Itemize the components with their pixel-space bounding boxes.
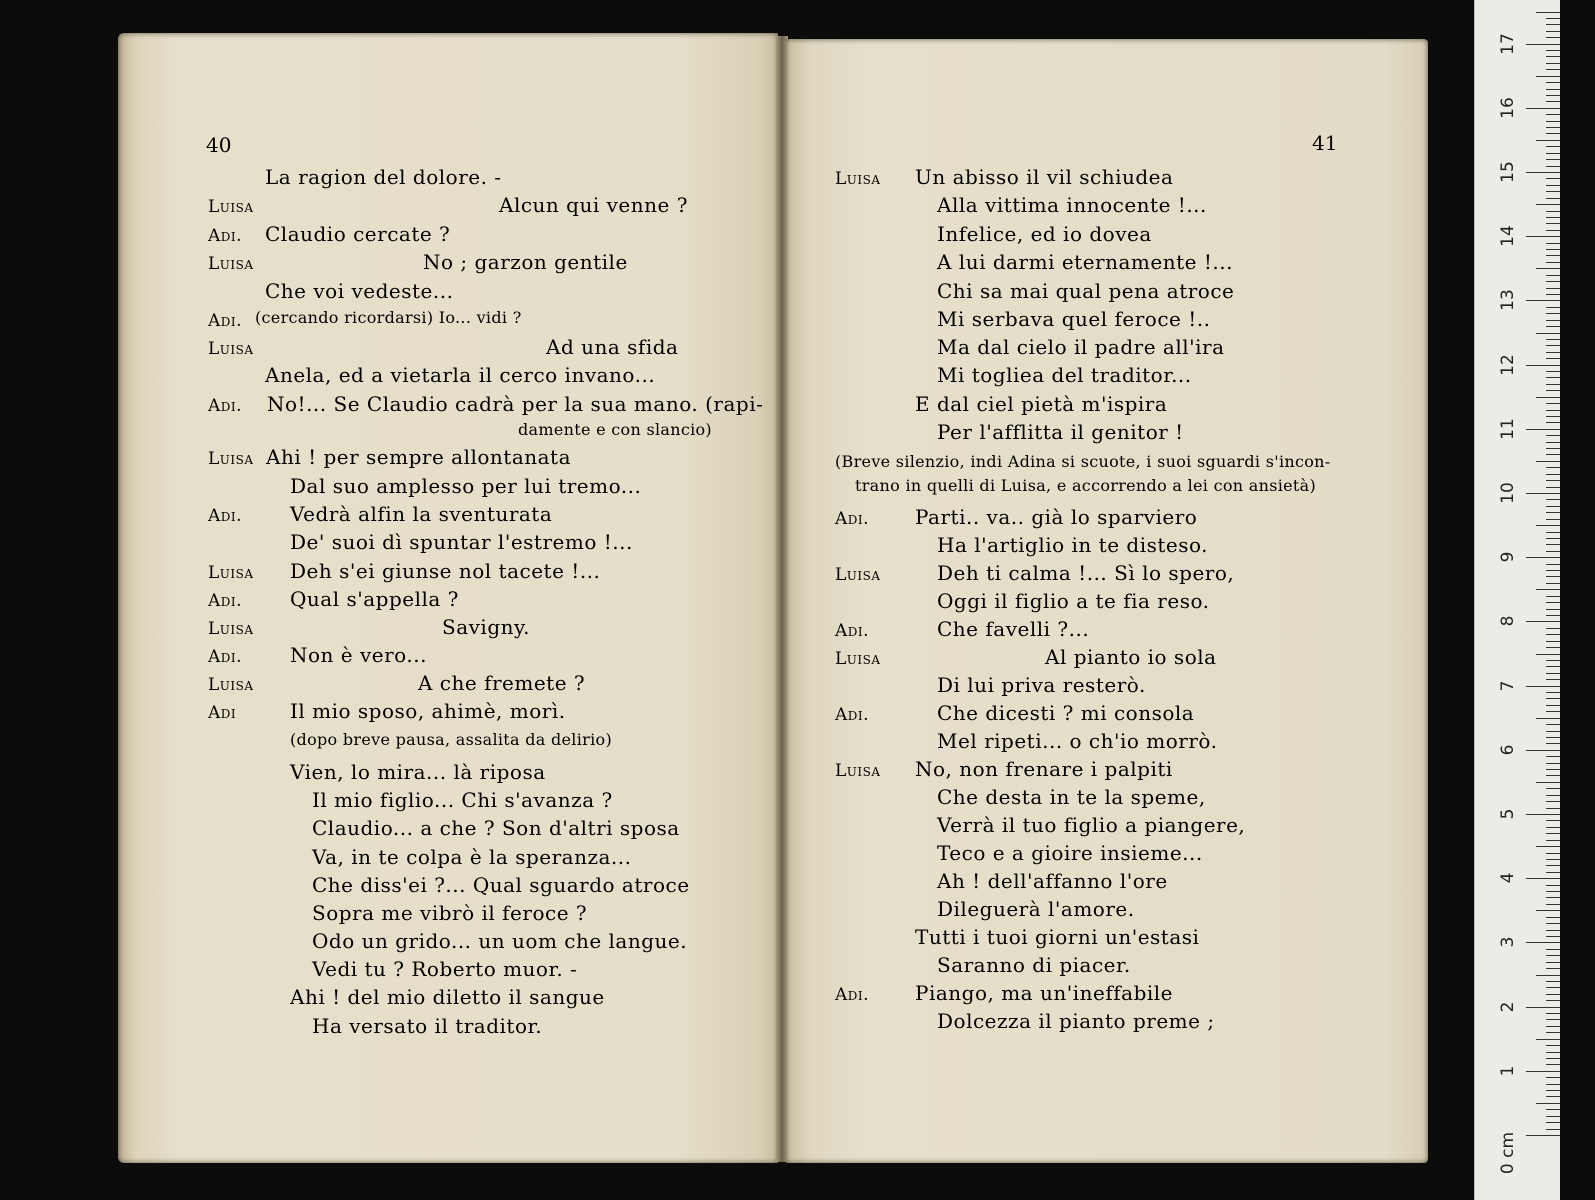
ruler-tick — [1546, 153, 1560, 154]
verse-line: Parti.. va.. già lo sparviero — [915, 505, 1198, 529]
ruler-tick — [1546, 121, 1560, 122]
ruler-tick — [1546, 1064, 1560, 1065]
verse-line: No, non frenare i palpiti — [915, 757, 1173, 781]
ruler-tick — [1546, 1026, 1560, 1027]
ruler-tick — [1546, 255, 1560, 256]
verse-line: E dal ciel pietà m'ispira — [915, 392, 1168, 416]
ruler-tick — [1546, 217, 1560, 218]
verse-line: Per l'afflitta il genitor ! — [937, 420, 1184, 444]
verse-line: Deh s'ei giunse nol tacete !... — [290, 559, 601, 583]
ruler-tick — [1546, 532, 1560, 533]
ruler-unit-label: 0 cm — [1498, 1131, 1518, 1175]
speaker-label: Luisa — [208, 339, 254, 359]
ruler-tick — [1546, 808, 1560, 809]
speaker-label: Adi. — [208, 396, 243, 416]
ruler-tick — [1546, 853, 1560, 854]
ruler-tick — [1546, 146, 1560, 147]
ruler-tick — [1536, 140, 1560, 141]
speaker-label: Luisa — [208, 563, 254, 583]
ruler-tick — [1546, 840, 1560, 841]
ruler-tick — [1546, 50, 1560, 51]
ruler-tick — [1546, 358, 1560, 359]
ruler-tick — [1546, 1045, 1560, 1046]
verse-line: Di lui priva resterò. — [937, 673, 1146, 697]
verse-line: No!... Se Claudio cadrà per la sua mano. (rapi- — [267, 392, 764, 416]
ruler-tick — [1536, 1103, 1560, 1104]
verse-line: Un abisso il vil schiudea — [915, 165, 1174, 189]
verse-line: Che favelli ?... — [937, 617, 1090, 641]
ruler-tick — [1546, 1013, 1560, 1014]
ruler-tick — [1546, 564, 1560, 565]
ruler-tick — [1546, 904, 1560, 905]
ruler-tick — [1536, 782, 1560, 783]
ruler-tick — [1536, 654, 1560, 655]
verse-line: Dileguerà l'amore. — [937, 897, 1135, 921]
ruler-tick — [1546, 596, 1560, 597]
ruler-tick — [1546, 666, 1560, 667]
ruler-tick — [1526, 300, 1560, 301]
ruler-tick — [1536, 1039, 1560, 1040]
speaker-label: Adi. — [208, 591, 243, 611]
ruler-tick — [1546, 313, 1560, 314]
ruler-tick — [1546, 647, 1560, 648]
ruler-tick — [1546, 133, 1560, 134]
ruler-tick — [1526, 557, 1560, 558]
ruler-tick — [1546, 551, 1560, 552]
verse-line: Mi serbava quel feroce !.. — [937, 307, 1211, 331]
ruler-tick — [1546, 339, 1560, 340]
ruler-tick — [1546, 994, 1560, 995]
ruler-tick — [1546, 930, 1560, 931]
verse-line: Va, in te colpa è la speranza... — [312, 845, 632, 869]
speaker-label: Adi. — [208, 506, 243, 526]
ruler-tick — [1546, 833, 1560, 834]
ruler-tick — [1546, 865, 1560, 866]
verse-line: La ragion del dolore. - — [265, 165, 502, 189]
speaker-label: Luisa — [835, 649, 881, 669]
ruler-tick — [1546, 1096, 1560, 1097]
page-number-right: 41 — [1312, 131, 1338, 155]
speaker-label: Luisa — [835, 565, 881, 585]
ruler-tick — [1546, 955, 1560, 956]
ruler-tick — [1546, 326, 1560, 327]
verse-line: Ma dal cielo il padre all'ira — [937, 335, 1225, 359]
ruler-tick — [1546, 390, 1560, 391]
ruler-tick — [1526, 44, 1560, 45]
ruler-tick — [1546, 82, 1560, 83]
stage-direction: damente e con slancio) — [518, 420, 712, 439]
ruler-tick — [1546, 474, 1560, 475]
speaker-label: Luisa — [208, 619, 254, 639]
ruler-tick — [1546, 320, 1560, 321]
ruler-tick — [1546, 949, 1560, 950]
ruler-tick — [1546, 499, 1560, 500]
measuring-ruler — [1474, 0, 1560, 1200]
ruler-tick — [1546, 801, 1560, 802]
speaker-label: Luisa — [208, 449, 254, 469]
ruler-tick — [1526, 365, 1560, 366]
ruler-tick — [1536, 975, 1560, 976]
verse-line: Che diss'ei ?... Qual sguardo atroce — [312, 873, 690, 897]
ruler-tick — [1546, 512, 1560, 513]
ruler-tick — [1546, 859, 1560, 860]
ruler-number: 14 — [1498, 225, 1518, 248]
verse-line: Dolcezza il pianto preme ; — [937, 1009, 1215, 1033]
verse-line: Infelice, ed io dovea — [937, 222, 1152, 246]
ruler-tick — [1546, 872, 1560, 873]
ruler-tick — [1536, 268, 1560, 269]
ruler-tick — [1546, 1109, 1560, 1110]
ruler-tick — [1546, 987, 1560, 988]
ruler-number: 13 — [1498, 289, 1518, 312]
ruler-tick — [1546, 1058, 1560, 1059]
stage-direction: (Breve silenzio, indi Adina si scuote, i suoi sguardi s'incon- — [835, 452, 1331, 471]
ruler-tick — [1536, 333, 1560, 334]
ruler-tick — [1546, 737, 1560, 738]
ruler-number: 5 — [1498, 808, 1518, 820]
ruler-tick — [1536, 525, 1560, 526]
ruler-tick — [1546, 602, 1560, 603]
verse-line: Ah ! dell'affanno l'ore — [937, 869, 1168, 893]
ruler-tick — [1546, 519, 1560, 520]
ruler-tick — [1546, 442, 1560, 443]
ruler-tick — [1546, 897, 1560, 898]
ruler-tick — [1546, 583, 1560, 584]
ruler-tick — [1546, 191, 1560, 192]
verse-line: Piango, ma un'ineffabile — [915, 981, 1173, 1005]
verse-line: Deh ti calma !... Sì lo spero, — [937, 561, 1235, 585]
ruler-tick — [1546, 538, 1560, 539]
ruler-tick — [1546, 641, 1560, 642]
ruler-tick — [1546, 185, 1560, 186]
ruler-tick — [1546, 673, 1560, 674]
verse-line: Sopra me vibrò il feroce ? — [312, 901, 588, 925]
stage-direction: (cercando ricordarsi) Io... vidi ? — [255, 308, 522, 327]
ruler-tick — [1536, 910, 1560, 911]
verse-line: Oggi il figlio a te fia reso. — [937, 589, 1210, 613]
ruler-tick — [1526, 942, 1560, 943]
verse-line: Qual s'appella ? — [290, 587, 459, 611]
ruler-tick — [1536, 76, 1560, 77]
speaker-label: Adi. — [835, 705, 870, 725]
speaker-label: Adi — [208, 703, 237, 723]
ruler-tick — [1546, 166, 1560, 167]
stage-direction: (dopo breve pausa, assalita da delirio) — [290, 730, 612, 749]
speaker-label: Luisa — [208, 254, 254, 274]
verse-line: Tutti i tuoi giorni un'estasi — [915, 925, 1200, 949]
speaker-label: Adi. — [835, 985, 870, 1005]
verse-line: De' suoi dì spuntar l'estremo !... — [290, 530, 633, 554]
ruler-tick — [1546, 885, 1560, 886]
ruler-tick — [1546, 769, 1560, 770]
ruler-tick — [1546, 615, 1560, 616]
ruler-tick — [1546, 609, 1560, 610]
ruler-tick — [1536, 846, 1560, 847]
ruler-tick — [1526, 1071, 1560, 1072]
ruler-tick — [1526, 1007, 1560, 1008]
ruler-tick — [1526, 172, 1560, 173]
verse-line: Che voi vedeste... — [265, 279, 454, 303]
ruler-tick — [1546, 1116, 1560, 1117]
verse-line: Anela, ed a vietarla il cerco invano... — [265, 363, 656, 387]
verse-line: Ahi ! per sempre allontanata — [266, 445, 572, 469]
ruler-tick — [1526, 814, 1560, 815]
ruler-tick — [1546, 570, 1560, 571]
ruler-number: 11 — [1498, 417, 1518, 440]
speaker-label: Adi. — [208, 311, 243, 331]
verse-line: Saranno di piacer. — [937, 953, 1131, 977]
verse-line: Ahi ! del mio diletto il sangue — [290, 985, 605, 1009]
ruler-tick — [1546, 968, 1560, 969]
verse-line: Vedrà alfin la sventurata — [290, 502, 553, 526]
ruler-tick — [1526, 878, 1560, 879]
ruler-tick — [1546, 377, 1560, 378]
ruler-tick — [1546, 628, 1560, 629]
ruler-tick — [1546, 962, 1560, 963]
ruler-tick — [1546, 1052, 1560, 1053]
verse-line: Claudio cercate ? — [265, 222, 451, 246]
verse-line: Ha l'artiglio in te disteso. — [937, 533, 1209, 557]
verse-line: Non è vero... — [290, 643, 427, 667]
verse-line: Ha versato il traditor. — [312, 1014, 543, 1038]
ruler-number: 3 — [1498, 936, 1518, 948]
ruler-tick — [1546, 731, 1560, 732]
ruler-number: 4 — [1498, 872, 1518, 884]
ruler-tick — [1546, 198, 1560, 199]
ruler-tick — [1526, 429, 1560, 430]
verse-line: Mi togliea del traditor... — [937, 363, 1192, 387]
verse-line: No ; garzon gentile — [423, 250, 628, 274]
ruler-tick — [1546, 1019, 1560, 1020]
ruler-tick — [1546, 917, 1560, 918]
ruler-number: 1 — [1498, 1065, 1518, 1077]
ruler-tick — [1546, 223, 1560, 224]
ruler-tick — [1546, 352, 1560, 353]
verse-line: A lui darmi eternamente !... — [937, 250, 1233, 274]
ruler-tick — [1546, 95, 1560, 96]
ruler-tick — [1546, 743, 1560, 744]
ruler-tick — [1546, 448, 1560, 449]
ruler-tick — [1526, 1135, 1560, 1136]
ruler-tick — [1546, 936, 1560, 937]
ruler-tick — [1546, 307, 1560, 308]
ruler-tick — [1546, 114, 1560, 115]
ruler-tick — [1546, 820, 1560, 821]
stage-direction: trano in quelli di Luisa, e accorrendo a lei con ansietà) — [855, 476, 1317, 495]
speaker-label: Luisa — [208, 675, 254, 695]
ruler-tick — [1536, 397, 1560, 398]
ruler-tick — [1536, 718, 1560, 719]
verse-line: Dal suo amplesso per lui tremo... — [290, 474, 642, 498]
ruler-tick — [1546, 18, 1560, 19]
ruler-number: 12 — [1498, 353, 1518, 376]
ruler-tick — [1526, 493, 1560, 494]
speaker-label: Luisa — [835, 169, 881, 189]
ruler-tick — [1546, 371, 1560, 372]
ruler-tick — [1546, 634, 1560, 635]
verse-line: Alcun qui venne ? — [499, 193, 688, 217]
ruler-tick — [1546, 467, 1560, 468]
verse-line: Che desta in te la speme, — [937, 785, 1206, 809]
verse-line: Verrà il tuo figlio a piangere, — [937, 813, 1246, 837]
ruler-number: 16 — [1498, 96, 1518, 119]
ruler-tick — [1526, 108, 1560, 109]
ruler-number: 9 — [1498, 551, 1518, 563]
ruler-number: 15 — [1498, 161, 1518, 183]
page-number-left: 40 — [206, 133, 232, 157]
ruler-number: 7 — [1498, 680, 1518, 692]
ruler-tick — [1546, 679, 1560, 680]
ruler-tick — [1546, 243, 1560, 244]
speaker-label: Adi. — [835, 621, 870, 641]
ruler-tick — [1546, 1032, 1560, 1033]
ruler-tick — [1546, 788, 1560, 789]
ruler-tick — [1546, 37, 1560, 38]
ruler-tick — [1546, 69, 1560, 70]
ruler-tick — [1546, 923, 1560, 924]
ruler-tick — [1546, 891, 1560, 892]
verse-line: Che dicesti ? mi consola — [937, 701, 1195, 725]
ruler-number: 17 — [1498, 32, 1518, 55]
ruler-tick — [1546, 422, 1560, 423]
ruler-tick — [1546, 249, 1560, 250]
ruler-tick — [1546, 576, 1560, 577]
ruler-tick — [1546, 403, 1560, 404]
ruler-tick — [1546, 262, 1560, 263]
verse-line: Al pianto io sola — [1045, 645, 1217, 669]
ruler-tick — [1546, 416, 1560, 417]
speaker-label: Adi. — [208, 226, 243, 246]
ruler-tick — [1546, 275, 1560, 276]
ruler-tick — [1546, 101, 1560, 102]
ruler-tick — [1546, 63, 1560, 64]
ruler-tick — [1546, 410, 1560, 411]
ruler-tick — [1546, 288, 1560, 289]
ruler-tick — [1546, 1090, 1560, 1091]
ruler-tick — [1526, 686, 1560, 687]
ruler-tick — [1536, 12, 1560, 13]
verse-line: Ad una sfida — [546, 335, 679, 359]
ruler-tick — [1546, 89, 1560, 90]
ruler-tick — [1546, 384, 1560, 385]
ruler-number: 6 — [1498, 744, 1518, 756]
ruler-tick — [1536, 589, 1560, 590]
ruler-number: 8 — [1498, 615, 1518, 627]
speaker-label: Adi. — [835, 509, 870, 529]
ruler-tick — [1546, 763, 1560, 764]
ruler-tick — [1546, 724, 1560, 725]
ruler-tick — [1546, 281, 1560, 282]
ruler-tick — [1546, 1000, 1560, 1001]
ruler-tick — [1536, 204, 1560, 205]
ruler-tick — [1526, 750, 1560, 751]
ruler-tick — [1546, 454, 1560, 455]
ruler-tick — [1546, 1084, 1560, 1085]
ruler-number: 2 — [1498, 1001, 1518, 1013]
ruler-tick — [1546, 487, 1560, 488]
ruler-tick — [1546, 1077, 1560, 1078]
ruler-tick — [1546, 294, 1560, 295]
ruler-tick — [1546, 692, 1560, 693]
verse-line: Chi sa mai qual pena atroce — [937, 279, 1235, 303]
ruler-tick — [1546, 178, 1560, 179]
ruler-tick — [1546, 506, 1560, 507]
ruler-number: 10 — [1498, 482, 1518, 504]
ruler-tick — [1546, 1129, 1560, 1130]
verse-line: Teco e a gioire insieme... — [937, 841, 1203, 865]
ruler-tick — [1546, 159, 1560, 160]
ruler-tick — [1546, 1122, 1560, 1123]
ruler-tick — [1546, 795, 1560, 796]
ruler-tick — [1526, 236, 1560, 237]
ruler-tick — [1526, 621, 1560, 622]
verse-line: Mel ripeti... o ch'io morrò. — [937, 729, 1218, 753]
speaker-label: Adi. — [208, 647, 243, 667]
ruler-tick — [1546, 211, 1560, 212]
verse-line: Claudio... a che ? Son d'altri sposa — [312, 816, 680, 840]
ruler-tick — [1546, 127, 1560, 128]
verse-line: Il mio sposo, ahimè, morì. — [290, 699, 566, 723]
ruler-tick — [1546, 711, 1560, 712]
ruler-tick — [1546, 56, 1560, 57]
verse-line: Odo un grido... un uom che langue. — [312, 929, 688, 953]
ruler-tick — [1546, 698, 1560, 699]
ruler-tick — [1546, 660, 1560, 661]
ruler-tick — [1546, 705, 1560, 706]
ruler-tick — [1546, 345, 1560, 346]
speaker-label: Luisa — [208, 197, 254, 217]
verse-line: Vien, lo mira... là riposa — [290, 760, 546, 784]
ruler-tick — [1546, 480, 1560, 481]
ruler-tick — [1536, 461, 1560, 462]
ruler-tick — [1546, 544, 1560, 545]
verse-line: Savigny. — [442, 615, 531, 639]
speaker-label: Luisa — [835, 761, 881, 781]
ruler-tick — [1546, 827, 1560, 828]
verse-line: Vedi tu ? Roberto muor. - — [312, 957, 578, 981]
ruler-tick — [1546, 775, 1560, 776]
ruler-tick — [1546, 756, 1560, 757]
verse-line: A che fremete ? — [418, 671, 586, 695]
ruler-tick — [1546, 435, 1560, 436]
ruler-tick — [1546, 24, 1560, 25]
ruler-tick — [1546, 31, 1560, 32]
ruler-tick — [1546, 981, 1560, 982]
ruler-tick — [1546, 230, 1560, 231]
verse-line: Alla vittima innocente !... — [937, 193, 1207, 217]
verse-line: Il mio figlio... Chi s'avanza ? — [312, 788, 613, 812]
